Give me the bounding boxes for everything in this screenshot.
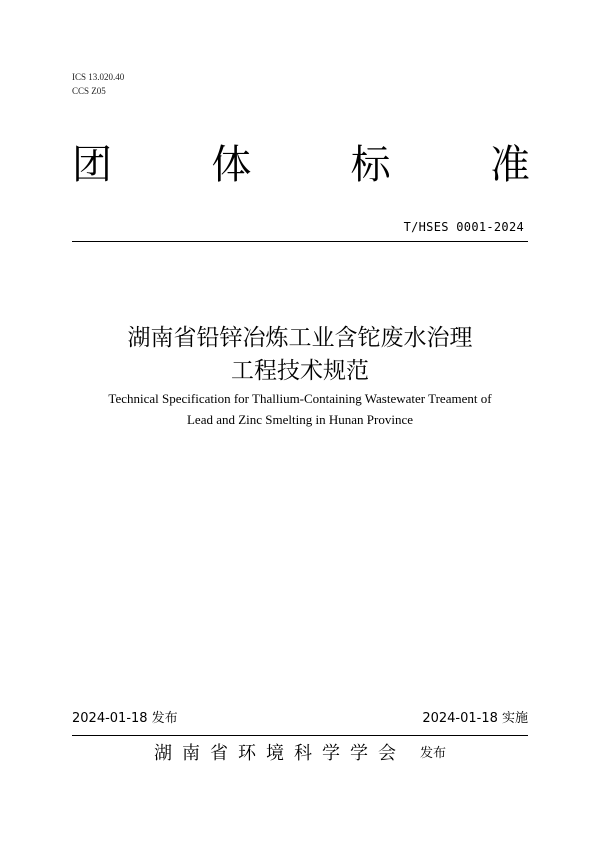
publisher-line [0,742,600,766]
standard-number: T/HSES 0001-2024 [403,220,524,234]
title-en-line-2: Lead and Zinc Smelting in Hunan Province [186,412,413,427]
title-en-line-1: Technical Specification for Thallium-Containing Wastewater Treament of [108,391,492,406]
document-type-char: 准 [489,142,530,188]
document-type-char: 团 [72,142,112,188]
publisher-name: 湖南省环境科学学会 [153,743,406,764]
top-divider [72,241,528,242]
document-type-title [72,140,530,190]
publish-date: 2024-01-18 发布 [72,711,178,726]
implement-date: 2024-01-18 实施 [422,711,528,726]
title-cn-line-1: 湖南省铅锌冶炼工业含铊废水治理 [127,325,473,351]
ics-code: ICS 13.020.40 [72,72,125,82]
bottom-divider [72,735,528,736]
publisher-suffix: 发布 [419,746,446,761]
document-type-char: 标 [350,142,391,188]
document-type-char: 体 [211,142,252,188]
title-cn-line-2: 工程技术规范 [231,358,369,384]
ccs-code: CCS Z05 [72,86,106,96]
